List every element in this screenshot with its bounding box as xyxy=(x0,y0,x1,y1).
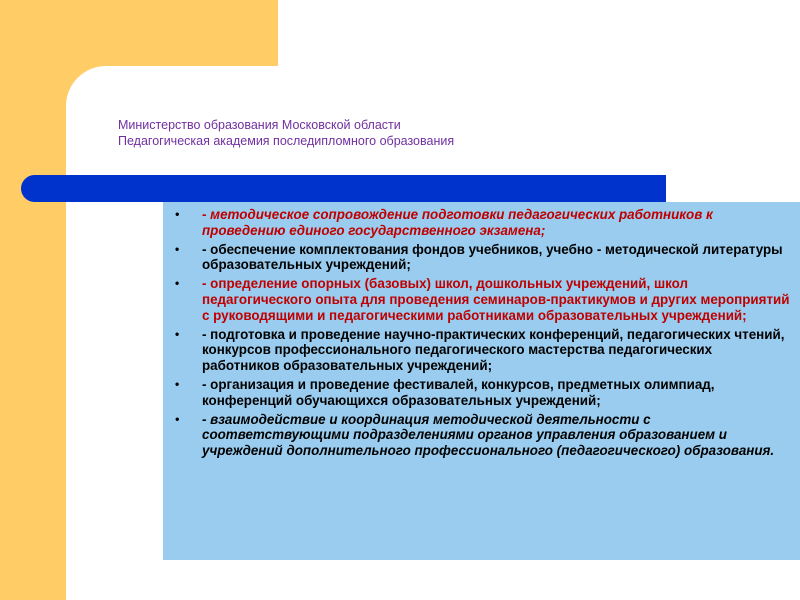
blue-title-bar xyxy=(21,175,666,202)
header-line-ministry: Министерство образования Московской области xyxy=(118,118,401,132)
list-item-text: - организация и проведение фестивалей, конкурсов, предметных олимпиад, конференций обучающихся образовательных учреждений; xyxy=(202,376,715,408)
list-item xyxy=(163,377,793,408)
list-item-text: - обеспечение комплектования фондов учебников, учебно - методической литературы образовательных учреждений; xyxy=(202,241,783,273)
bullet-icon: • xyxy=(175,207,180,221)
list-item-text: - методическое сопровождение подготовки педагогических работников к проведению единого государственного экзамена; xyxy=(202,207,713,238)
list-item-text: - подготовка и проведение научно-практических конференций, педагогических чтений, конкурсов профессионального педагогического мастерства педагогических работников образовательных учреждений; xyxy=(202,326,785,373)
list-item-text: - взаимодействие и координация методической деятельности с соответствующими подразделениями органов управления образованием и учреждений дополнительного профессионального (педагогического) образования. xyxy=(202,411,775,458)
list-item xyxy=(163,412,793,459)
content-box xyxy=(163,202,800,560)
list-item xyxy=(163,207,793,238)
list-item xyxy=(163,327,793,374)
bullet-icon: • xyxy=(175,276,180,291)
bullet-icon: • xyxy=(175,411,180,426)
header-line-academy: Педагогическая академия последипломного образования xyxy=(118,134,455,148)
bullet-list xyxy=(163,207,793,462)
bullet-icon: • xyxy=(175,241,180,256)
list-item-text: - определение опорных (базовых) школ, дошкольных учреждений, школ педагогического опыта для проведения семинаров-практикумов и других мероприятий с руководящими и педагогическими работниками образовательных учреждений; xyxy=(202,276,790,323)
bullet-icon: • xyxy=(175,376,180,391)
bullet-icon: • xyxy=(175,326,180,341)
slide-header xyxy=(118,117,638,149)
list-item xyxy=(163,276,793,323)
list-item xyxy=(163,242,793,273)
